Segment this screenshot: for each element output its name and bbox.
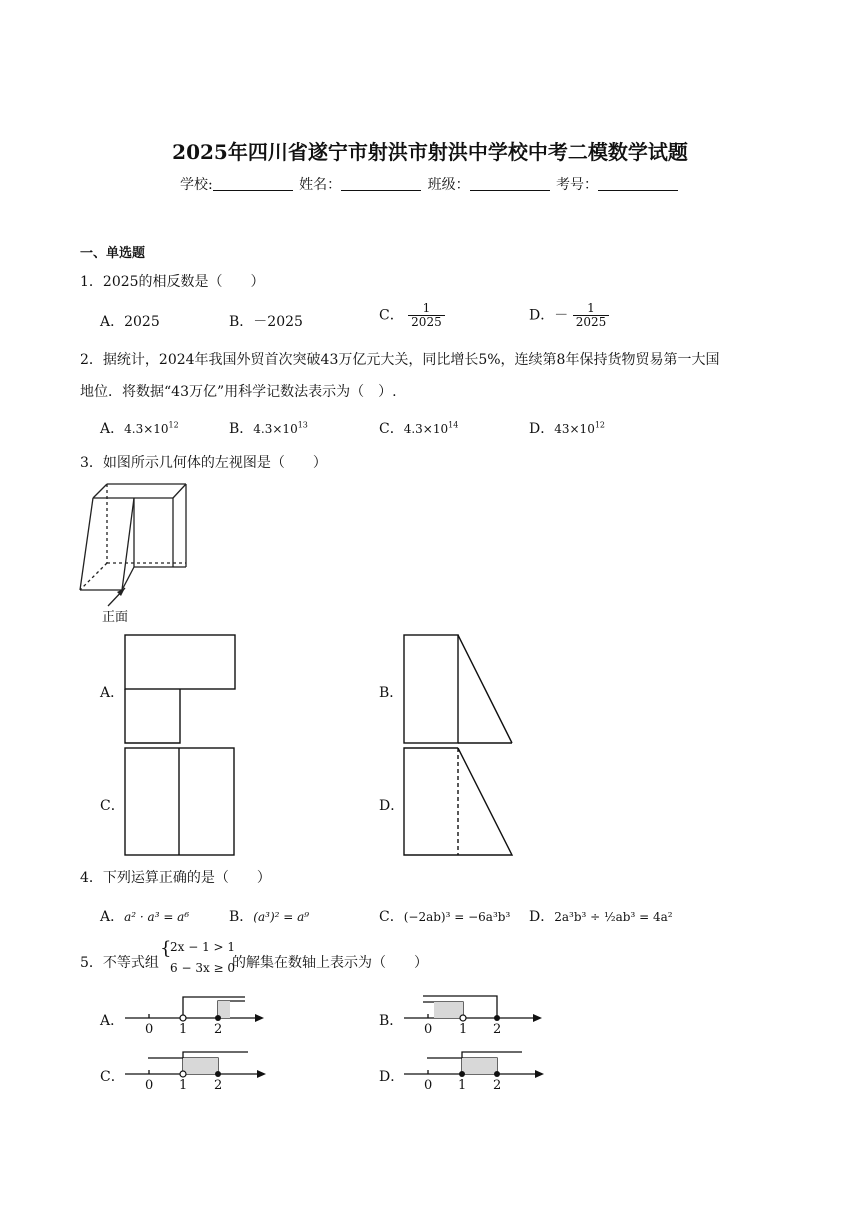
closed-point-c <box>215 1071 221 1077</box>
q4-stem: 4．下列运算正确的是（ ） <box>80 870 271 886</box>
closed-point-d-1 <box>459 1071 465 1077</box>
shade-c <box>183 1058 218 1074</box>
q1-option-d-fraction: $\frac{1}{2025}$ <box>573 302 610 329</box>
tick-label-d-1: 1 <box>458 1078 467 1093</box>
section-heading: 一、单选题 <box>80 246 146 261</box>
q2-stem-line1: 2．据统计，2024年我国外贸首次突破43万亿元大关，同比增长5%，连续第8年保持货物贸易第一大国 <box>80 352 720 368</box>
q2-stem-line2: 地位．将数据“43万亿”用科学记数法表示为（ ）. <box>80 384 397 400</box>
q5-option-b-label[interactable]: B． <box>379 1013 404 1029</box>
q1-option-a[interactable]: A．2025 <box>100 314 160 330</box>
q3-option-a-label[interactable]: A． <box>100 685 125 701</box>
q3-stem: 3．如图所示几何体的左视图是（ ） <box>80 455 327 471</box>
q2-option-b[interactable]: B．$4.3\times 10^{13}$ <box>229 420 308 437</box>
q2-option-a[interactable]: A．$4.3\times 10^{12}$ <box>100 420 179 437</box>
exam-title: 2025年四川省遂宁市射洪市射洪中学校中考二模数学试题 <box>172 140 688 164</box>
school-field-label: 学校: <box>179 177 213 193</box>
shade-a <box>218 1001 230 1018</box>
tick-label-c-1: 1 <box>179 1078 188 1093</box>
q4-option-a[interactable]: A．a² · a³ = a⁶ <box>100 909 190 925</box>
arrow-d <box>535 1070 544 1078</box>
tick-label-c-0: 0 <box>145 1078 154 1093</box>
front-label: 正面 <box>102 610 129 625</box>
closed-point-a <box>215 1015 221 1021</box>
q1-option-c-fraction: $\frac{1}{2025}$ <box>408 302 445 329</box>
tick-label-a-2: 2 <box>214 1022 223 1037</box>
shade-b <box>434 1002 463 1018</box>
q4-option-d[interactable]: D．2a³b³ ÷ ½ab³ = 4a² <box>529 909 673 925</box>
tick-label-b-1: 1 <box>459 1022 468 1037</box>
shade-d <box>462 1058 497 1074</box>
q1-option-d-label: D．－ <box>529 307 569 324</box>
q3-option-d-label[interactable]: D． <box>379 798 405 814</box>
numberline-a <box>125 997 258 1018</box>
tick-label-d-0: 0 <box>424 1078 433 1093</box>
tick-label-b-0: 0 <box>424 1022 433 1037</box>
open-point-b <box>460 1015 466 1021</box>
exam-number-field-label: 考号： <box>556 177 599 193</box>
q5-inequality-1: 2x − 1 > 1 <box>170 940 236 954</box>
numberline-b <box>404 996 536 1018</box>
arrow-c <box>257 1070 266 1078</box>
q4-option-b[interactable]: B．(a³)² = a⁹ <box>229 909 310 925</box>
tick-label-b-2: 2 <box>493 1022 502 1037</box>
arrow-b <box>533 1014 542 1022</box>
tick-label-d-2: 2 <box>493 1078 502 1093</box>
q5-option-d-label[interactable]: D． <box>379 1069 405 1085</box>
tick-label-c-2: 2 <box>214 1078 223 1093</box>
q2-option-d[interactable]: D．$43\times 10^{12}$ <box>529 420 606 437</box>
q3-option-b-label[interactable]: B． <box>379 685 404 701</box>
q5-inequality-2: 6 − 3x ≥ 0 <box>170 961 236 975</box>
q2-option-c[interactable]: C．$4.3\times 10^{14}$ <box>379 420 459 437</box>
q5-stem-suffix: 的解集在数轴上表示为（ ） <box>232 955 428 971</box>
q3-option-c-label[interactable]: C． <box>100 798 125 814</box>
open-point-c <box>180 1071 186 1077</box>
q5-option-a-label[interactable]: A． <box>100 1013 125 1029</box>
q5-stem-prefix: 5．不等式组 <box>80 955 159 971</box>
closed-point-b <box>494 1015 500 1021</box>
q5-option-c-label[interactable]: C． <box>100 1069 125 1085</box>
arrow-a <box>255 1014 264 1022</box>
q4-option-c[interactable]: C．(−2ab)³ = −6a³b³ <box>379 909 511 925</box>
q1-option-b[interactable]: B．－2025 <box>229 314 303 330</box>
open-point-a <box>180 1015 186 1021</box>
tick-label-a-0: 0 <box>145 1022 154 1037</box>
tick-label-a-1: 1 <box>179 1022 188 1037</box>
closed-point-d-2 <box>494 1071 500 1077</box>
q5-brace: { <box>160 938 172 959</box>
q1-stem: 1．2025的相反数是（ ） <box>80 274 265 290</box>
class-field-label: 班级： <box>427 177 470 193</box>
name-field-label: 姓名： <box>299 177 342 193</box>
q1-option-c-label: C． <box>379 307 404 324</box>
